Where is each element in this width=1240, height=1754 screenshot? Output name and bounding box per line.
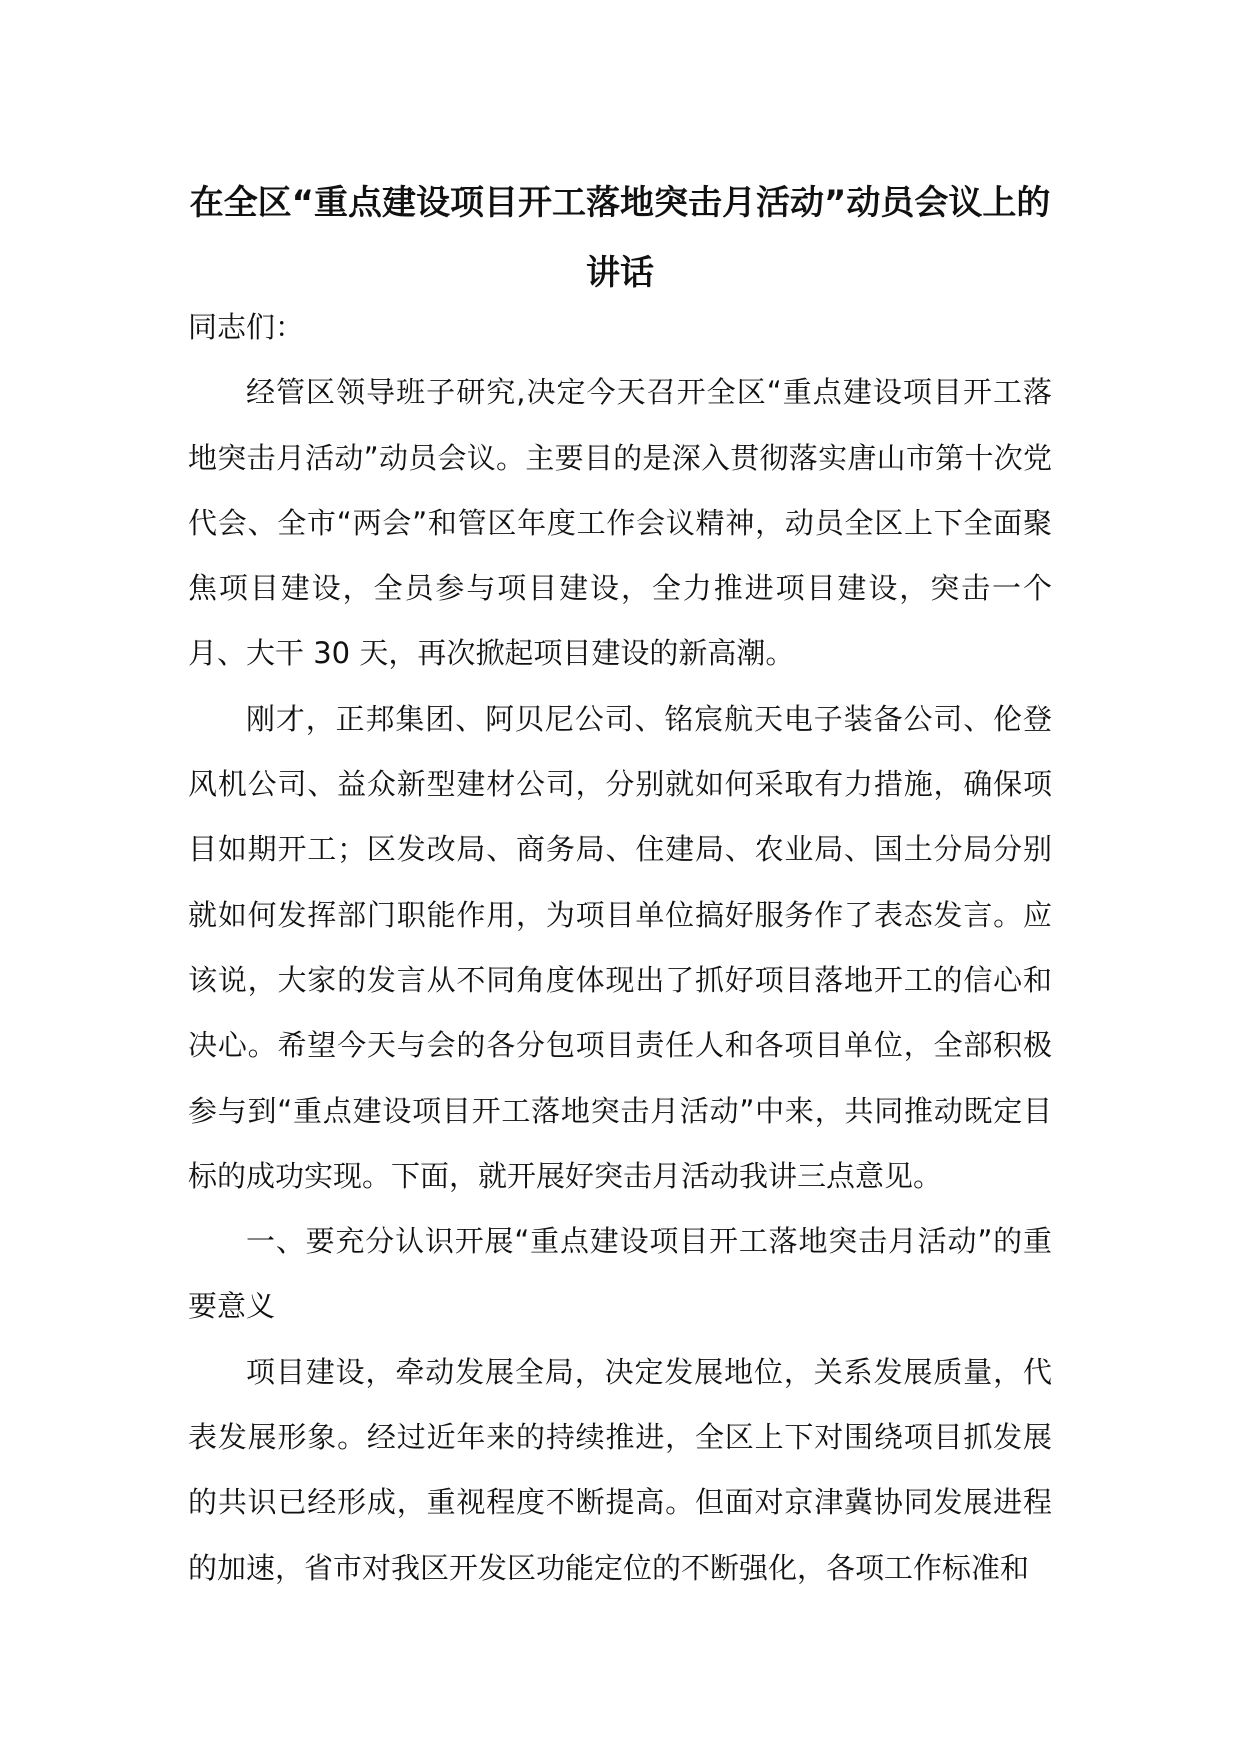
section-heading-1: 一、要充分认识开展“重点建设项目开工落地突击月活动”的重要意义 [188,1224,1052,1324]
document-title: 在全区“重点建设项目开工落地突击月活动”动员会议上的讲话 [189,183,1051,293]
paragraph-2: 刚才，正邦集团、阿贝尼公司、铭宸航天电子装备公司、伦登风机公司、益众新型建材公司，分别就如何采取有力措施，确保项目如期开工；区发改局、商务局、住建局、农业局、国土分局分别就如何发挥部门职能作用，为项目单位搞好服务作了表态发言。应该说，大家的发言从不同角度体现出了抓好项目落地开工的信心和决心。希望今天与会的各分包项目责任人和各项目单位，全部积极参与到“重点建设项目开工落地突击月活动”中来，共同推动既定目标的成功实现。下面，就开展好突击月活动我讲三点意见。 [188,701,1052,1193]
salutation: 同志们： [188,310,305,344]
paragraph-1: 经管区领导班子研究,决定今天召开全区“重点建设项目开工落地突击月活动”动员会议。主要目的是深入贯彻落实唐山市第十次党代会、全市“两会”和管区年度工作会议精神，动员全区上下全面聚焦项目建设，全员参与项目建设，全力推进项目建设，突击一个月、大干 30 天，再次掀起项目建设的新高潮。 [188,375,1052,671]
paragraph-3: 项目建设，牵动发展全局，决定发展地位，关系发展质量，代表发展形象。经过近年来的持续推进，全区上下对围绕项目抓发展的共识已经形成，重视程度不断提高。但面对京津冀协同发展进程的加速，省市对我区开发区功能定位的不断强化，各项工作标准和 [188,1354,1052,1585]
document-body [188,295,1052,1601]
